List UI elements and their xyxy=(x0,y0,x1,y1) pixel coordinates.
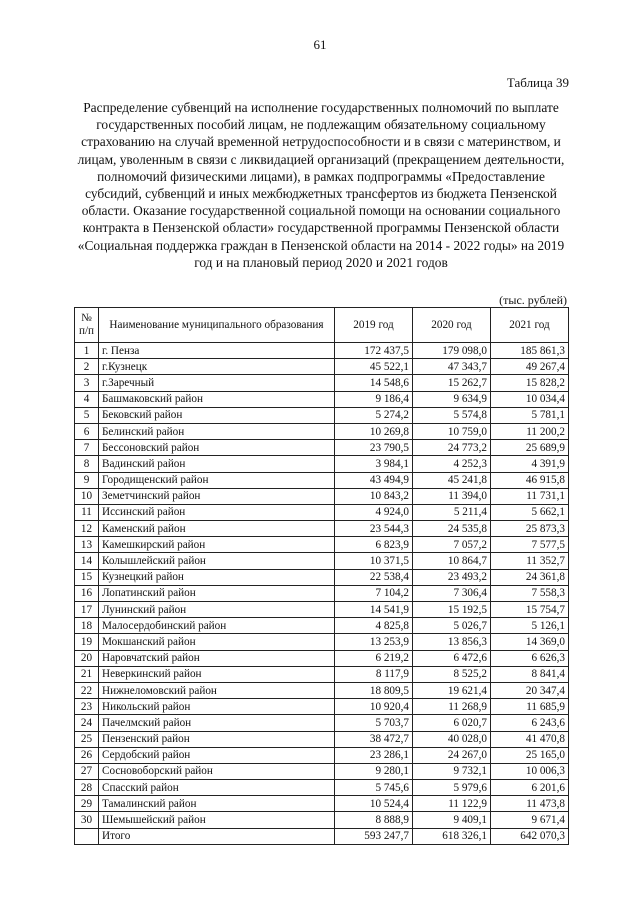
header-2021: 2021 год xyxy=(491,308,569,343)
table-row xyxy=(75,472,569,488)
cell-2021: 9 671,4 xyxy=(491,812,569,828)
cell-2020: 6 020,7 xyxy=(413,715,491,731)
table-row xyxy=(75,812,569,828)
table-row xyxy=(75,343,569,359)
cell-number: 22 xyxy=(75,682,99,698)
table-header-row xyxy=(75,308,569,343)
cell-number: 24 xyxy=(75,715,99,731)
cell-2021: 15 754,7 xyxy=(491,602,569,618)
cell-2019: 5 703,7 xyxy=(335,715,413,731)
cell-number: 8 xyxy=(75,456,99,472)
total-row xyxy=(75,828,569,844)
cell-number: 18 xyxy=(75,618,99,634)
cell-2020: 11 394,0 xyxy=(413,488,491,504)
cell-municipality: Спасский район xyxy=(99,780,335,796)
cell-municipality: Каменский район xyxy=(99,521,335,537)
cell-2020: 4 252,3 xyxy=(413,456,491,472)
cell-municipality: Вадинский район xyxy=(99,456,335,472)
cell-2020: 9 732,1 xyxy=(413,763,491,779)
cell-2021: 8 841,4 xyxy=(491,666,569,682)
cell-2021: 11 473,8 xyxy=(491,796,569,812)
cell-2021: 41 470,8 xyxy=(491,731,569,747)
header-2019: 2019 год xyxy=(335,308,413,343)
cell-number: 21 xyxy=(75,666,99,682)
cell-municipality: Сосновоборский район xyxy=(99,763,335,779)
cell-2020: 8 525,2 xyxy=(413,666,491,682)
cell-municipality: Лунинский район xyxy=(99,602,335,618)
cell-2019: 9 186,4 xyxy=(335,391,413,407)
table-row xyxy=(75,504,569,520)
table-row xyxy=(75,699,569,715)
cell-2020: 19 621,4 xyxy=(413,682,491,698)
table-row xyxy=(75,715,569,731)
table-row xyxy=(75,488,569,504)
cell-number: 5 xyxy=(75,407,99,423)
cell-2021: 11 352,7 xyxy=(491,553,569,569)
table-row xyxy=(75,747,569,763)
cell-2020: 24 535,8 xyxy=(413,521,491,537)
table-row xyxy=(75,521,569,537)
cell-2020: 45 241,8 xyxy=(413,472,491,488)
table-body xyxy=(75,343,569,845)
table-row xyxy=(75,682,569,698)
cell-2021: 6 201,6 xyxy=(491,780,569,796)
table-row xyxy=(75,569,569,585)
cell-number: 1 xyxy=(75,343,99,359)
cell-2019: 10 524,4 xyxy=(335,796,413,812)
cell-number: 14 xyxy=(75,553,99,569)
cell-2021: 11 200,2 xyxy=(491,423,569,439)
cell-2019: 5 745,6 xyxy=(335,780,413,796)
cell-2019: 23 544,3 xyxy=(335,521,413,537)
cell-2020: 7 057,2 xyxy=(413,537,491,553)
cell-2020: 5 211,4 xyxy=(413,504,491,520)
cell-municipality: Сердобский район xyxy=(99,747,335,763)
cell-number: 17 xyxy=(75,602,99,618)
cell-2020: 9 634,9 xyxy=(413,391,491,407)
cell-2020: 618 326,1 xyxy=(413,828,491,844)
cell-number: 15 xyxy=(75,569,99,585)
cell-number: 9 xyxy=(75,472,99,488)
cell-number: 2 xyxy=(75,359,99,375)
cell-2021: 6 243,6 xyxy=(491,715,569,731)
cell-2019: 5 274,2 xyxy=(335,407,413,423)
cell-municipality: г.Заречный xyxy=(99,375,335,391)
cell-2019: 172 437,5 xyxy=(335,343,413,359)
cell-municipality: Белинский район xyxy=(99,423,335,439)
header-2020: 2020 год xyxy=(413,308,491,343)
cell-number: 3 xyxy=(75,375,99,391)
cell-2020: 11 268,9 xyxy=(413,699,491,715)
cell-number: 10 xyxy=(75,488,99,504)
cell-2021: 185 861,3 xyxy=(491,343,569,359)
cell-2021: 7 577,5 xyxy=(491,537,569,553)
cell-municipality: Земетчинский район xyxy=(99,488,335,504)
cell-number: 26 xyxy=(75,747,99,763)
cell-municipality: Тамалинский район xyxy=(99,796,335,812)
table-row xyxy=(75,731,569,747)
table-row xyxy=(75,763,569,779)
table-row xyxy=(75,780,569,796)
cell-municipality: Иссинский район xyxy=(99,504,335,520)
cell-2019: 14 548,6 xyxy=(335,375,413,391)
cell-municipality: Колышлейский район xyxy=(99,553,335,569)
cell-municipality: Малосердобинский район xyxy=(99,618,335,634)
cell-2021: 6 626,3 xyxy=(491,650,569,666)
header-name: Наименование муниципального образования xyxy=(99,308,335,343)
cell-2021: 25 873,3 xyxy=(491,521,569,537)
cell-2020: 7 306,4 xyxy=(413,585,491,601)
table-row xyxy=(75,666,569,682)
cell-2020: 24 773,2 xyxy=(413,440,491,456)
cell-municipality: Пензенский район xyxy=(99,731,335,747)
cell-municipality: Бековский район xyxy=(99,407,335,423)
cell-municipality: Шемышейский район xyxy=(99,812,335,828)
table-row xyxy=(75,440,569,456)
document-title: Распределение субвенций на исполнение государственных полномочий по выплате государственных пособий лицам, не подлежащим обязательному социальному страхованию на случай временной нетрудоспособности и в связи с материнством, и лицам, уволенным в связи с ликвидацией организаций (прекращением деятельности, полномочий физическими лицами), в рамках подпрограммы «Предоставление субсидий, субвенций и иных межбюджетных трансфертов из бюджета Пензенской области. Оказание государственной социальной помощи на основании социального контракта в Пензенской области» государственной программы Пензенской области «Социальная поддержка граждан в Пензенской области на 2014 - 2022 годы» на 2019 год и на плановый период 2020 и 2021 годов xyxy=(77,100,565,270)
cell-2021: 20 347,4 xyxy=(491,682,569,698)
cell-number: 7 xyxy=(75,440,99,456)
cell-number: 28 xyxy=(75,780,99,796)
cell-number: 29 xyxy=(75,796,99,812)
cell-municipality: Кузнецкий район xyxy=(99,569,335,585)
cell-2020: 47 343,7 xyxy=(413,359,491,375)
cell-municipality: г. Пенза xyxy=(99,343,335,359)
table-row xyxy=(75,407,569,423)
cell-2019: 593 247,7 xyxy=(335,828,413,844)
cell-2019: 7 104,2 xyxy=(335,585,413,601)
cell-2019: 10 269,8 xyxy=(335,423,413,439)
cell-number: 27 xyxy=(75,763,99,779)
subvention-table xyxy=(74,307,569,845)
cell-municipality: Никольский район xyxy=(99,699,335,715)
cell-2020: 15 192,5 xyxy=(413,602,491,618)
cell-2020: 9 409,1 xyxy=(413,812,491,828)
cell-2020: 5 979,6 xyxy=(413,780,491,796)
table-row xyxy=(75,796,569,812)
cell-2019: 14 541,9 xyxy=(335,602,413,618)
cell-number: 23 xyxy=(75,699,99,715)
cell-2019: 45 522,1 xyxy=(335,359,413,375)
cell-2020: 6 472,6 xyxy=(413,650,491,666)
cell-2019: 6 219,2 xyxy=(335,650,413,666)
cell-2019: 4 825,8 xyxy=(335,618,413,634)
cell-2021: 7 558,3 xyxy=(491,585,569,601)
units-label: (тыс. рублей) xyxy=(499,293,567,307)
cell-2019: 13 253,9 xyxy=(335,634,413,650)
cell-municipality: Неверкинский район xyxy=(99,666,335,682)
cell-number: 30 xyxy=(75,812,99,828)
cell-2020: 179 098,0 xyxy=(413,343,491,359)
cell-municipality: г.Кузнецк xyxy=(99,359,335,375)
table-row xyxy=(75,650,569,666)
cell-number: 13 xyxy=(75,537,99,553)
cell-municipality: Камешкирский район xyxy=(99,537,335,553)
cell-2021: 5 662,1 xyxy=(491,504,569,520)
cell-municipality: Городищенский район xyxy=(99,472,335,488)
page-number: 61 xyxy=(313,37,327,52)
cell-2021: 46 915,8 xyxy=(491,472,569,488)
cell-number: 19 xyxy=(75,634,99,650)
cell-municipality: Итого xyxy=(99,828,335,844)
cell-2020: 40 028,0 xyxy=(413,731,491,747)
cell-2019: 3 984,1 xyxy=(335,456,413,472)
cell-2021: 11 685,9 xyxy=(491,699,569,715)
cell-number: 6 xyxy=(75,423,99,439)
cell-2021: 642 070,3 xyxy=(491,828,569,844)
cell-2021: 49 267,4 xyxy=(491,359,569,375)
cell-2019: 38 472,7 xyxy=(335,731,413,747)
cell-2019: 22 538,4 xyxy=(335,569,413,585)
table-row xyxy=(75,456,569,472)
cell-2021: 10 006,3 xyxy=(491,763,569,779)
cell-2019: 8 888,9 xyxy=(335,812,413,828)
cell-municipality: Наровчатский район xyxy=(99,650,335,666)
cell-2021: 14 369,0 xyxy=(491,634,569,650)
cell-2019: 23 790,5 xyxy=(335,440,413,456)
cell-2020: 5 026,7 xyxy=(413,618,491,634)
cell-2021: 25 165,0 xyxy=(491,747,569,763)
table-row xyxy=(75,634,569,650)
cell-2019: 10 920,4 xyxy=(335,699,413,715)
cell-municipality: Мокшанский район xyxy=(99,634,335,650)
cell-2020: 24 267,0 xyxy=(413,747,491,763)
header-num: № п/п xyxy=(75,308,99,343)
cell-2021: 24 361,8 xyxy=(491,569,569,585)
table-row xyxy=(75,423,569,439)
cell-2021: 25 689,9 xyxy=(491,440,569,456)
cell-2019: 6 823,9 xyxy=(335,537,413,553)
cell-number: 11 xyxy=(75,504,99,520)
cell-2021: 5 126,1 xyxy=(491,618,569,634)
cell-municipality: Башмаковский район xyxy=(99,391,335,407)
table-row xyxy=(75,553,569,569)
cell-2021: 10 034,4 xyxy=(491,391,569,407)
cell-2021: 15 828,2 xyxy=(491,375,569,391)
cell-2020: 10 759,0 xyxy=(413,423,491,439)
cell-number: 20 xyxy=(75,650,99,666)
cell-number: 4 xyxy=(75,391,99,407)
cell-2019: 4 924,0 xyxy=(335,504,413,520)
cell-2021: 5 781,1 xyxy=(491,407,569,423)
cell-number xyxy=(75,828,99,844)
cell-2021: 4 391,9 xyxy=(491,456,569,472)
table-row xyxy=(75,537,569,553)
table-row xyxy=(75,602,569,618)
cell-2021: 11 731,1 xyxy=(491,488,569,504)
cell-2019: 18 809,5 xyxy=(335,682,413,698)
table-label: Таблица 39 xyxy=(506,75,569,90)
cell-2019: 10 371,5 xyxy=(335,553,413,569)
cell-2019: 8 117,9 xyxy=(335,666,413,682)
table-row xyxy=(75,359,569,375)
cell-2020: 13 856,3 xyxy=(413,634,491,650)
cell-number: 12 xyxy=(75,521,99,537)
cell-municipality: Бессоновский район xyxy=(99,440,335,456)
cell-municipality: Нижнеломовский район xyxy=(99,682,335,698)
cell-2020: 5 574,8 xyxy=(413,407,491,423)
table-row xyxy=(75,375,569,391)
table-row xyxy=(75,618,569,634)
cell-2020: 23 493,2 xyxy=(413,569,491,585)
cell-2020: 11 122,9 xyxy=(413,796,491,812)
cell-2020: 10 864,7 xyxy=(413,553,491,569)
cell-2020: 15 262,7 xyxy=(413,375,491,391)
cell-2019: 10 843,2 xyxy=(335,488,413,504)
cell-number: 16 xyxy=(75,585,99,601)
table-row xyxy=(75,391,569,407)
cell-municipality: Пачелмский район xyxy=(99,715,335,731)
cell-2019: 23 286,1 xyxy=(335,747,413,763)
table-row xyxy=(75,585,569,601)
cell-municipality: Лопатинский район xyxy=(99,585,335,601)
cell-2019: 43 494,9 xyxy=(335,472,413,488)
cell-2019: 9 280,1 xyxy=(335,763,413,779)
cell-number: 25 xyxy=(75,731,99,747)
